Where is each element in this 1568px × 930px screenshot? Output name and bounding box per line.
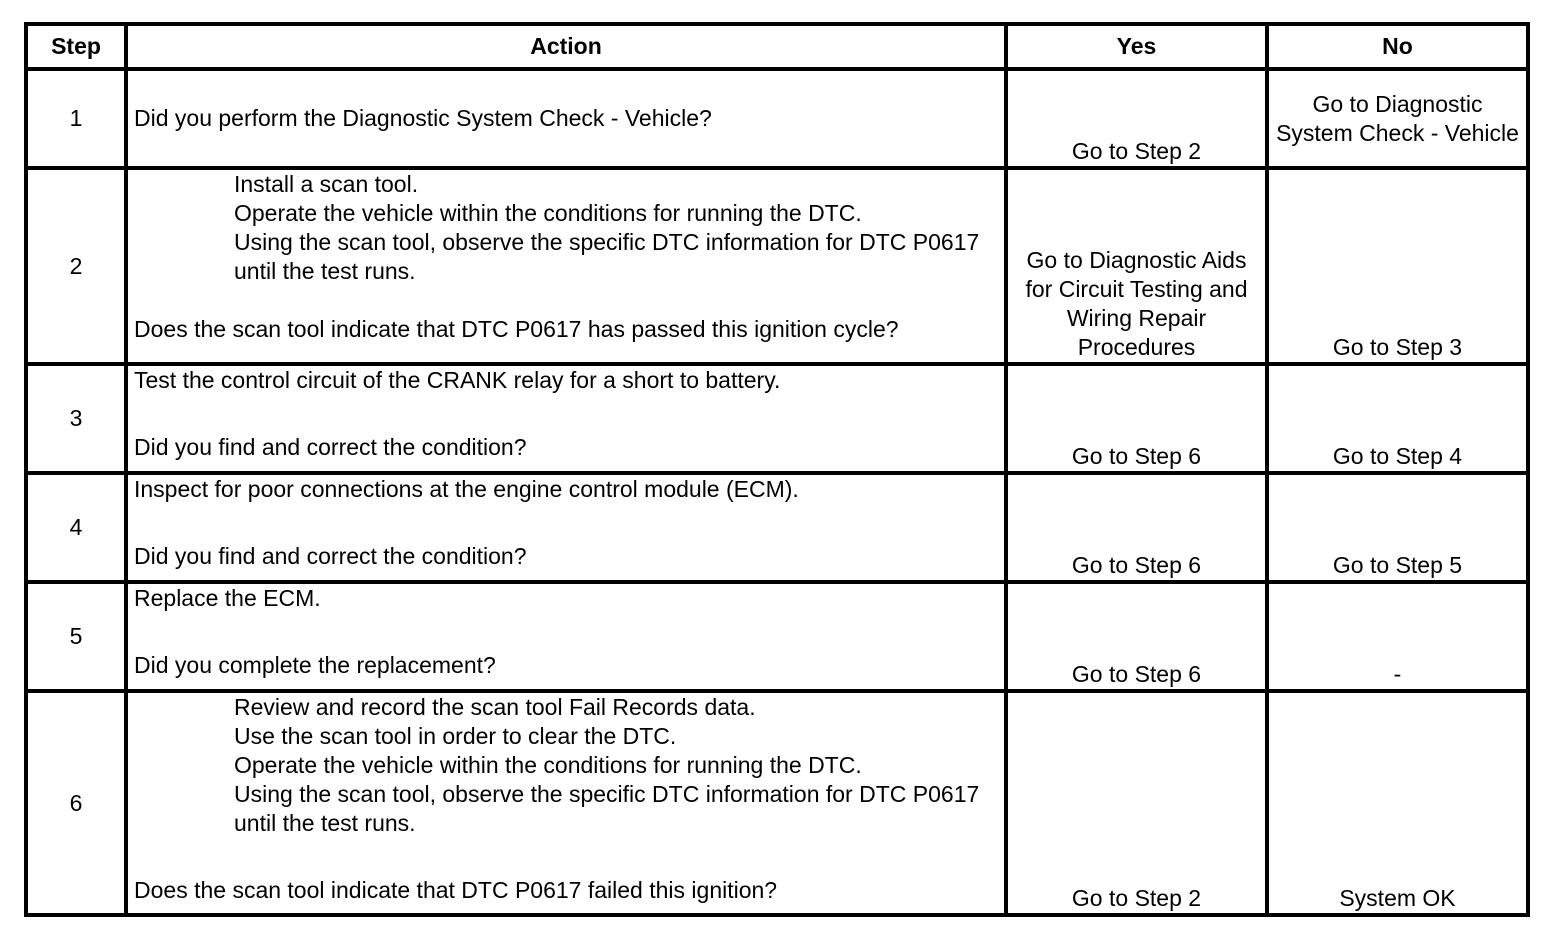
action-question: Did you perform the Diagnostic System Check - Vehicle? <box>134 105 712 131</box>
action-cell <box>126 582 1006 691</box>
step-number: 2 <box>26 168 126 364</box>
substep-item: Install a scan tool. <box>234 171 419 197</box>
substep-item: Review and record the scan tool Fail Records data. <box>234 694 756 720</box>
action-instruction: Replace the ECM. <box>134 585 321 611</box>
action-cell <box>126 473 1006 582</box>
yes-cell: Go to Diagnostic Aids for Circuit Testing and Wiring Repair Procedures <box>1006 168 1267 364</box>
yes-cell: Go to Step 6 <box>1006 473 1267 582</box>
substep-item: Using the scan tool, observe the specific DTC information for DTC P0617 until the test runs. <box>234 781 980 836</box>
substep-item: Operate the vehicle within the conditions for running the DTC. <box>234 752 862 778</box>
action-question: Did you find and correct the condition? <box>134 543 527 569</box>
table-row <box>26 69 1528 168</box>
action-question: Did you complete the replacement? <box>134 652 496 678</box>
step-number: 3 <box>26 364 126 473</box>
action-instruction: Inspect for poor connections at the engine control module (ECM). <box>134 476 799 502</box>
table-row <box>26 582 1528 691</box>
header-step: Step <box>26 24 126 69</box>
table-row <box>26 691 1528 915</box>
substep-item: Using the scan tool, observe the specific DTC information for DTC P0617 until the test runs. <box>234 229 980 284</box>
substep-item: Use the scan tool in order to clear the DTC. <box>234 723 677 749</box>
header-no: No <box>1267 24 1528 69</box>
header-action: Action <box>126 24 1006 69</box>
yes-cell: Go to Step 6 <box>1006 364 1267 473</box>
header-row <box>26 24 1528 69</box>
no-cell: Go to Step 5 <box>1267 473 1528 582</box>
step-number: 6 <box>26 691 126 915</box>
action-question: Does the scan tool indicate that DTC P0617 failed this ignition? <box>134 877 778 903</box>
substep-item: Operate the vehicle within the conditions for running the DTC. <box>234 200 862 226</box>
step-number: 5 <box>26 582 126 691</box>
table-row <box>26 364 1528 473</box>
step-number: 4 <box>26 473 126 582</box>
yes-cell: Go to Step 2 <box>1006 69 1267 168</box>
yes-cell: Go to Step 6 <box>1006 582 1267 691</box>
action-question: Did you find and correct the condition? <box>134 434 527 460</box>
no-cell: System OK <box>1267 691 1528 915</box>
action-cell <box>126 69 1006 168</box>
no-cell: - <box>1267 582 1528 691</box>
substep-list <box>134 170 998 286</box>
table-row <box>26 473 1528 582</box>
yes-cell: Go to Step 2 <box>1006 691 1267 915</box>
action-instruction: Test the control circuit of the CRANK relay for a short to battery. <box>134 367 781 393</box>
step-number: 1 <box>26 69 126 168</box>
no-cell: Go to Diagnostic System Check - Vehicle <box>1267 69 1528 168</box>
no-cell: Go to Step 4 <box>1267 364 1528 473</box>
diagnostic-table <box>24 22 1530 917</box>
header-yes: Yes <box>1006 24 1267 69</box>
action-cell <box>126 691 1006 915</box>
action-cell <box>126 168 1006 364</box>
action-question: Does the scan tool indicate that DTC P0617 has passed this ignition cycle? <box>134 316 899 342</box>
substep-list <box>134 693 998 838</box>
no-cell: Go to Step 3 <box>1267 168 1528 364</box>
table-row <box>26 168 1528 364</box>
action-cell <box>126 364 1006 473</box>
